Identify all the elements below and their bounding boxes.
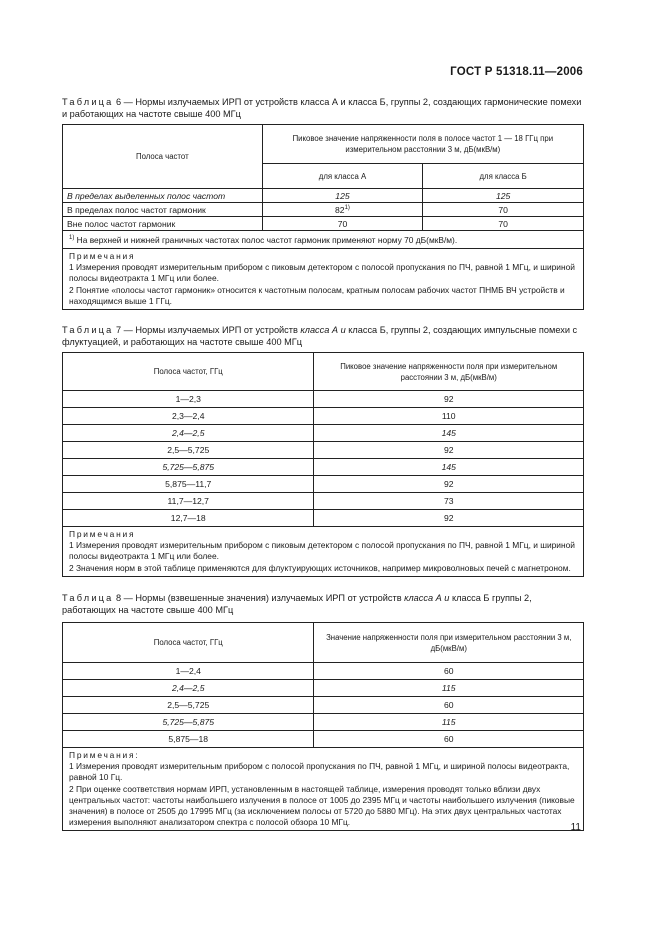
table8-caption-label: Таблица (62, 593, 114, 603)
table6-col-class-a: для класса А (262, 164, 423, 189)
table6-band: В пределах полос частот гармоник (63, 203, 263, 217)
table7-band: 2,5—5,725 (63, 442, 314, 459)
table7-notes (63, 527, 584, 577)
table6-caption-text: 6 — Нормы излучаемых ИРП от устройств класса А и класса Б, группы 2, создающих гармонические помехи и работающих на частоте свыше 400 МГц (62, 97, 582, 119)
table8-note: 2 При оценке соответствия нормам ИРП, установленным в настоящей таблице, измерения проводят только вблизи двух центральных частот: частоты наибольшего излучения в полосе от 1005 до 2395 МГц и частоты наибольшего излучения (пиковые значения) в полосе от 2505 до 17995 МГц (за исключением полосы от 5720 до 5880 МГц). На этих двух центральных частотах измерения выполняют анализатором спектра с полосой обзора 10 МГц. (69, 783, 575, 828)
table8-band: 1—2,4 (63, 663, 314, 680)
table7-band: 2,3—2,4 (63, 408, 314, 425)
table-row (63, 459, 584, 476)
table7-value: 92 (314, 391, 584, 408)
table7-value: 145 (314, 459, 584, 476)
table7-value: 73 (314, 493, 584, 510)
table6-col-band: Полоса частот (63, 125, 263, 189)
table8-value: 60 (314, 731, 584, 748)
table8-notes-heading: Примечания: (69, 750, 140, 760)
table6 (62, 124, 584, 310)
table6-notes-row (63, 249, 584, 310)
table6-value-b: 70 (423, 203, 584, 217)
table7-value: 92 (314, 442, 584, 459)
table8-notes (63, 748, 584, 831)
table-row (63, 680, 584, 697)
table7-band: 2,4—2,5 (63, 425, 314, 442)
table7-notes-row (63, 527, 584, 577)
table8-caption-pre: 8 — Нормы (взвешенные значения) излучаемых ИРП от устройств (113, 593, 405, 603)
table-row (63, 697, 584, 714)
table8-notes-row (63, 748, 584, 831)
table7-note: 1 Измерения проводят измерительным прибором с пиковым детектором с полосой пропускания по ПЧ, равной 1 МГц, и шириной полосы видеотракта 1 МГц или более. (69, 540, 575, 562)
table8-caption-italic: класса А и (404, 593, 450, 603)
page-number: 11 (570, 822, 581, 833)
table7-note: 2 Значения норм в этой таблице применяются для флуктуирующих источников, например микроволновых печей с магнетроном. (69, 562, 571, 573)
table-row (63, 408, 584, 425)
table7-band: 5,875—11,7 (63, 476, 314, 493)
table8-note: 1 Измерения проводят измерительным прибором с полосой пропускания по ПЧ, равной 1 МГц, и шириной полосы видеотракта, равной 10 Гц. (69, 761, 570, 783)
table8-band: 2,4—2,5 (63, 680, 314, 697)
table7-col-peak: Пиковое значение напряженности поля при измерительном расстоянии 3 м, дБ(мкВ/м) (314, 353, 584, 391)
table-row (63, 493, 584, 510)
table8-value: 115 (314, 714, 584, 731)
table-row (63, 476, 584, 493)
table6-caption-label: Таблица (62, 97, 114, 107)
table7-caption-label: Таблица (62, 325, 114, 335)
table6-footnote-text: На верхней и нижней граничных частотах полос частот гармоник применяют норму 70 дБ(мкВ/м). (74, 234, 458, 245)
table6-value-a-num: 82 (335, 204, 345, 215)
table6-caption (62, 96, 582, 120)
table6-value-a: 70 (262, 217, 423, 231)
table7-caption-italic: класса А и (300, 325, 346, 335)
table7-caption (62, 324, 582, 348)
table6-value-a: 125 (262, 189, 423, 203)
table7-notes-heading: Примечания (69, 529, 136, 539)
footnote-mark: 1) (69, 235, 75, 241)
table7-band: 1—2,3 (63, 391, 314, 408)
table-row (63, 442, 584, 459)
table8-value: 60 (314, 663, 584, 680)
table7-value: 92 (314, 510, 584, 527)
table6-note: 2 Понятие «полосы частот гармоник» относится к частотным полосам, кратным полосам рабочих частот ПНМБ ВЧ устройств и находящимся выше 1 ГГц. (69, 284, 565, 306)
table8-band: 2,5—5,725 (63, 697, 314, 714)
table6-note: 1 Измерения проводят измерительным прибором с пиковым детектором с полосой пропускания по ПЧ, равной 1 МГц, и шириной полосы видеотракта 1 МГц или более. (69, 262, 575, 284)
table-row (63, 510, 584, 527)
table-row (63, 425, 584, 442)
table6-notes (63, 249, 584, 310)
table6-band: Вне полос частот гармоник (63, 217, 263, 231)
table6-value-a (262, 203, 423, 217)
table8-caption-post: класса Б группы 2, работающих на частоте свыше 400 МГц (62, 593, 532, 615)
table6-col-class-b: для класса Б (423, 164, 584, 189)
table-row (63, 217, 584, 231)
table8-caption (62, 592, 582, 616)
table8 (62, 622, 584, 831)
table7-value: 92 (314, 476, 584, 493)
table6-footnote-row (63, 231, 584, 249)
table6-col-peak: Пиковое значение напряженности поля в полосе частот 1 — 18 ГГц при измерительном расстоянии 3 м, дБ(мкВ/м) (262, 125, 583, 164)
table7-band: 12,7—18 (63, 510, 314, 527)
table8-band: 5,725—5,875 (63, 714, 314, 731)
table8-value: 60 (314, 697, 584, 714)
table8-value: 115 (314, 680, 584, 697)
table-row (63, 663, 584, 680)
table-row (63, 189, 584, 203)
table7-caption-pre: 7 — Нормы излучаемых ИРП от устройств (113, 325, 301, 335)
table6-footnote (63, 231, 584, 249)
table7-value: 145 (314, 425, 584, 442)
table6-value-b: 70 (423, 217, 584, 231)
table7-band: 5,725—5,875 (63, 459, 314, 476)
table7-col-band: Полоса частот, ГГц (63, 353, 314, 391)
table-row (63, 714, 584, 731)
table8-band: 5,875—18 (63, 731, 314, 748)
table6-band: В пределах выделенных полос частот (63, 189, 263, 203)
table6-notes-heading: Примечания (69, 251, 136, 261)
table-row (63, 391, 584, 408)
table7-value: 110 (314, 408, 584, 425)
table8-col-band: Полоса частот, ГГц (63, 623, 314, 663)
table8-col-value: Значение напряженности поля при измерительном расстоянии 3 м, дБ(мкВ/м) (314, 623, 584, 663)
table-row (63, 731, 584, 748)
table7-caption-post: класса Б, группы 2, создающих импульсные помехи с флуктуацией, и работающих на частоте свыше 400 МГц (62, 325, 578, 347)
table-row (63, 203, 584, 217)
table7 (62, 352, 584, 577)
table7-band: 11,7—12,7 (63, 493, 314, 510)
document-code: ГОСТ Р 51318.11—2006 (450, 66, 583, 78)
footnote-mark: 1) (344, 204, 350, 211)
table6-value-b: 125 (423, 189, 584, 203)
